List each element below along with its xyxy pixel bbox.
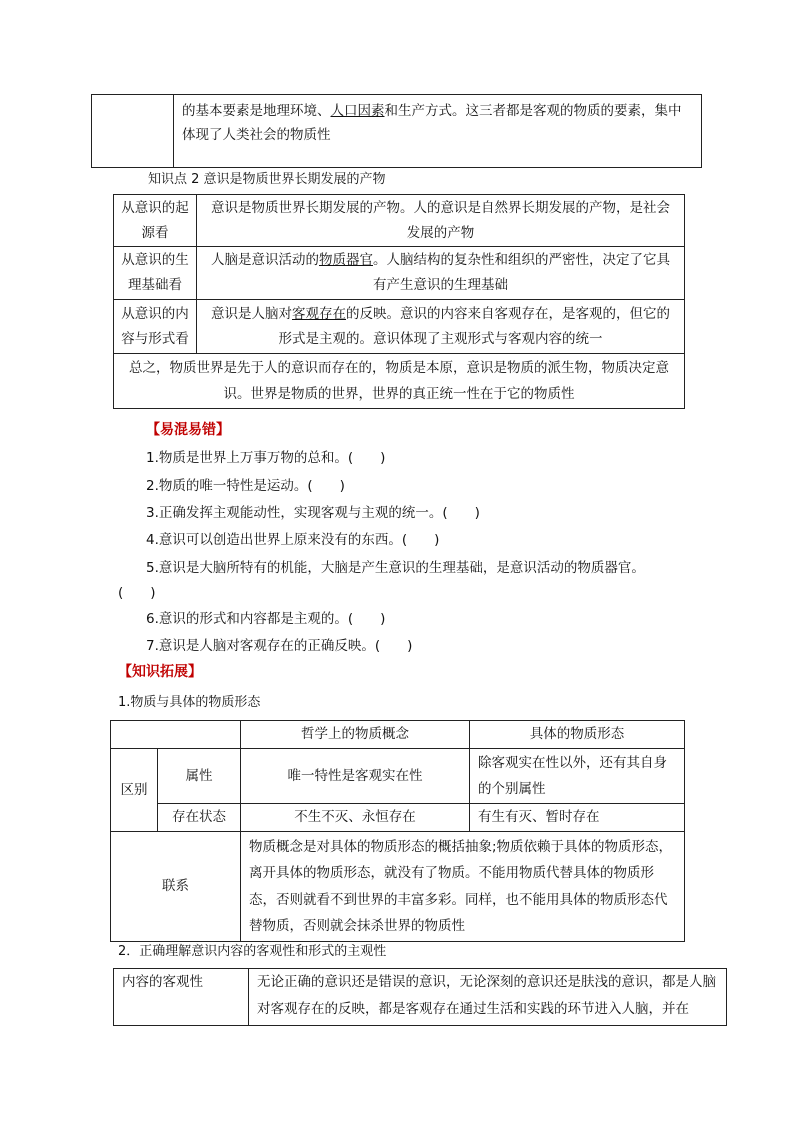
matter-row-state-label: 存在状态 <box>158 804 241 832</box>
matter-col-concrete: 具体的物质形态 <box>470 721 685 749</box>
kp2-row2-content: 人脑是意识活动的物质器官。人脑结构的复杂性和组织的严密性，决定了它具有产生意识的生理基础 <box>197 247 685 300</box>
kp2-row1-content: 意识是物质世界长期发展的产物。人的意识是自然界长期发展的产物，是社会发展的产物 <box>197 195 685 247</box>
matter-table-corner <box>111 721 241 749</box>
mistake-item-7: 7.意识是人脑对客观存在的正确反映。( ) <box>146 638 413 654</box>
kp2-table <box>113 194 685 409</box>
mistakes-heading: 【易混易错】 <box>146 422 230 438</box>
kp2-row1-label: 从意识的起源看 <box>114 195 197 247</box>
consciousness-table <box>113 968 727 1026</box>
mistake-item-5: 5.意识是大脑所特有的机能，大脑是产生意识的生理基础，是意识活动的物质器官。 <box>146 560 645 576</box>
mistake-item-3: 3.正确发挥主观能动性，实现客观与主观的统一。( ) <box>146 505 480 521</box>
matter-link-text: 物质概念是对具体的物质形态的概括抽象;物质依赖于具体的物质形态，离开具体的物质形态，就没有了物质。不能用物质代替具体的物质形态，否则就看不到世界的丰富多彩。同样，也不能用具体的物质形态代替物质，否则就会抹杀世界的物质性 <box>241 832 685 942</box>
matter-table <box>110 720 685 942</box>
consciousness-text: 无论正确的意识还是错误的意识，无论深刻的意识还是肤浅的意识，都是人脑对客观存在的反映，都是客观存在通过生活和实践的环节进入人脑，并在 <box>249 969 727 1026</box>
mistake-item-4: 4.意识可以创造出世界上原来没有的东西。( ) <box>146 532 440 548</box>
matter-row-attr-c1: 唯一特性是客观实在性 <box>241 749 470 804</box>
matter-col-philosophy: 哲学上的物质概念 <box>241 721 470 749</box>
top-table-empty-cell <box>92 95 174 168</box>
matter-group-diff: 区别 <box>111 749 158 832</box>
mistake-item-5-bracket: ( ) <box>118 585 156 601</box>
top-continued-table <box>91 94 702 168</box>
kp2-heading: 知识点 2 意识是物质世界长期发展的产物 <box>148 172 386 187</box>
matter-row-state-c1: 不生不灭、永恒存在 <box>241 804 470 832</box>
mistake-item-1: 1.物质是世界上万事万物的总和。( ) <box>146 450 386 466</box>
matter-row-attr-label: 属性 <box>158 749 241 804</box>
matter-row-attr-c2: 除客观实在性以外，还有其自身的个别属性 <box>470 749 685 804</box>
matter-row-state-c2: 有生有灭、暂时存在 <box>470 804 685 832</box>
expand-sub2: 2．正确理解意识内容的客观性和形式的主观性 <box>118 944 387 959</box>
kp2-summary: 总之，物质世界是先于人的意识而存在的，物质是本原，意识是物质的派生物，物质决定意识。世界是物质的世界，世界的真正统一性在于它的物质性 <box>114 354 685 409</box>
matter-link-label: 联系 <box>111 832 241 942</box>
kp2-row3-content: 意识是人脑对客观存在的反映。意识的内容来自客观存在，是客观的，但它的形式是主观的。意识体现了主观形式与客观内容的统一 <box>197 300 685 354</box>
mistake-item-6: 6.意识的形式和内容都是主观的。( ) <box>146 611 386 627</box>
expand-sub1: 1.物质与具体的物质形态 <box>118 695 261 710</box>
kp2-row2-label: 从意识的生理基础看 <box>114 247 197 300</box>
top-table-content: 的基本要素是地理环境、人口因素和生产方式。这三者都是客观的物质的要素，集中体现了人类社会的物质性 <box>174 95 702 168</box>
consciousness-label: 内容的客观性 <box>114 969 249 1026</box>
kp2-row3-label: 从意识的内容与形式看 <box>114 300 197 354</box>
expand-heading: 【知识拓展】 <box>118 664 202 680</box>
mistake-item-2: 2.物质的唯一特性是运动。( ) <box>146 478 345 494</box>
